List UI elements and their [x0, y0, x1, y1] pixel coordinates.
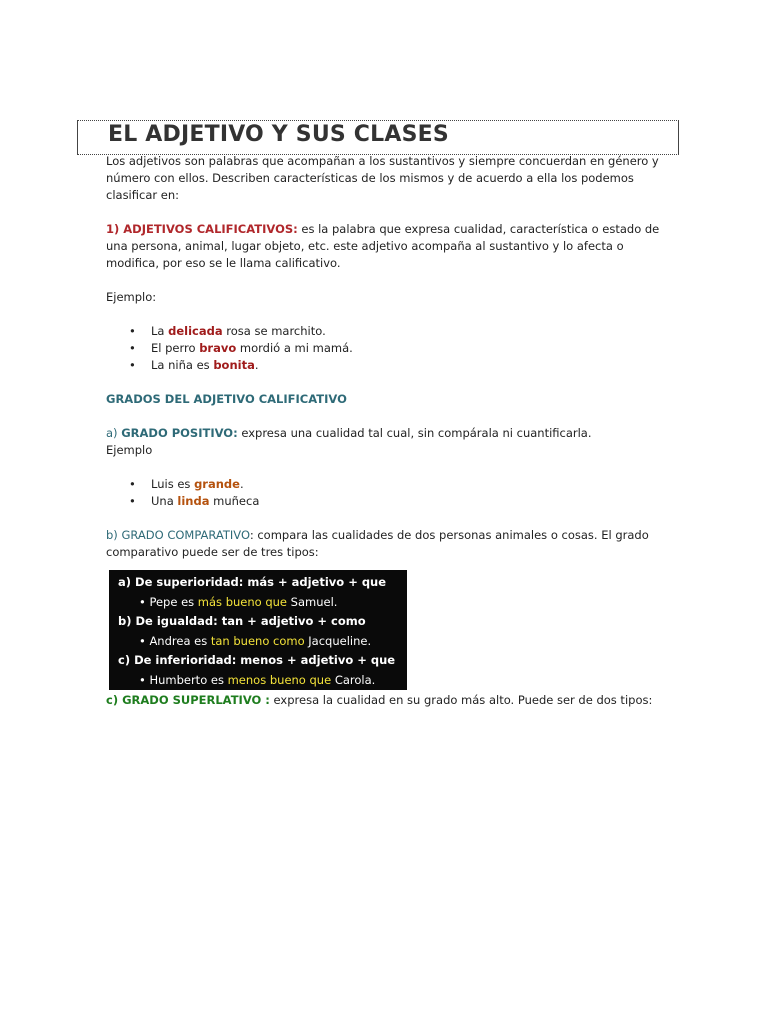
- example-text: Luis es: [151, 477, 195, 491]
- intro-paragraph: Los adjetivos son palabras que acompañan a los sustantivos y siempre concuerdan en género y número con ellos. Describen características de los mismos y de acuerdo a ella los podemos clasificar en:: [106, 154, 659, 202]
- chalk-text: Carola.: [331, 672, 376, 687]
- example-adjective: linda: [177, 494, 210, 508]
- example-text: rosa se marchito.: [222, 324, 326, 338]
- list-item: [151, 357, 666, 374]
- chalk-row-example: [109, 593, 407, 613]
- chalk-highlight: más bueno que: [197, 594, 288, 609]
- example-text: La niña es: [151, 358, 214, 372]
- positivo-label: GRADO POSITIVO:: [121, 426, 238, 440]
- superlativo-paragraph: [106, 692, 666, 709]
- comparativo-text: : compara las cualidades de dos personas animales o cosas. El grado comparativo puede ser de tres tipos:: [106, 528, 649, 559]
- calificativos-paragraph: [106, 221, 666, 272]
- chalk-row-inferioridad: c) De inferioridad: menos + adjetivo + que: [118, 653, 396, 667]
- chalk-row-example: [109, 671, 407, 691]
- comparativo-prefix: b): [106, 528, 122, 542]
- example-adjective: grande: [194, 477, 240, 491]
- superlativo-label: c) GRADO SUPERLATIVO :: [106, 693, 270, 707]
- example-adjective: bonita: [213, 358, 255, 372]
- chalk-highlight: menos bueno que: [227, 672, 332, 687]
- example-adjective: bravo: [199, 341, 237, 355]
- comparativo-paragraph: [106, 527, 666, 561]
- example-text: Una: [151, 494, 178, 508]
- example-text: .: [254, 358, 259, 372]
- comparativo-chalkboard-image: [109, 570, 407, 690]
- page-title: EL ADJETIVO Y SUS CLASES: [108, 122, 449, 147]
- ejemplos-positivo-list: [106, 476, 666, 510]
- list-item: [151, 323, 666, 340]
- positivo-paragraph: [106, 425, 666, 442]
- example-text: El perro: [151, 341, 200, 355]
- chalk-text: Jacqueline.: [304, 633, 372, 648]
- comparativo-label: GRADO COMPARATIVO: [121, 528, 250, 542]
- example-text: .: [239, 477, 244, 491]
- positivo-prefix: a): [106, 426, 122, 440]
- grados-heading: GRADOS DEL ADJETIVO CALIFICATIVO: [106, 392, 347, 406]
- example-text: muñeca: [209, 494, 260, 508]
- chalk-row-example: [109, 632, 407, 652]
- chalk-text: • Humberto es: [139, 672, 228, 687]
- list-item: [151, 476, 666, 493]
- chalk-text: • Pepe es: [139, 594, 198, 609]
- list-item: [151, 493, 666, 510]
- chalk-text: Samuel.: [287, 594, 338, 609]
- document-body: [106, 153, 666, 709]
- example-text: La: [151, 324, 169, 338]
- ejemplo-positivo-label: Ejemplo: [106, 443, 153, 457]
- ejemplos-calificativos-list: [106, 323, 666, 374]
- calificativos-text: es la palabra que expresa cualidad, característica o estado de una persona, animal, lugar objeto, etc. este adjetivo acompaña al sustantivo y lo afecta o modifica, por eso se le llama calificativo.: [106, 222, 660, 270]
- chalk-highlight: tan bueno como: [210, 633, 305, 648]
- example-text: mordió a mi mamá.: [236, 341, 353, 355]
- chalk-text: • Andrea es: [139, 633, 211, 648]
- title-box: [77, 120, 679, 155]
- list-item: [151, 340, 666, 357]
- ejemplo-label: Ejemplo:: [106, 290, 157, 304]
- superlativo-text: expresa la cualidad en su grado más alto. Puede ser de dos tipos:: [269, 693, 653, 707]
- example-adjective: delicada: [168, 324, 223, 338]
- calificativos-label: 1) ADJETIVOS CALIFICATIVOS:: [106, 222, 298, 236]
- chalk-row-igualdad: b) De igualdad: tan + adjetivo + como: [118, 614, 366, 628]
- positivo-text: expresa una cualidad tal cual, sin compárala ni cuantificarla.: [237, 426, 592, 440]
- chalk-row-superioridad: a) De superioridad: más + adjetivo + que: [118, 575, 387, 589]
